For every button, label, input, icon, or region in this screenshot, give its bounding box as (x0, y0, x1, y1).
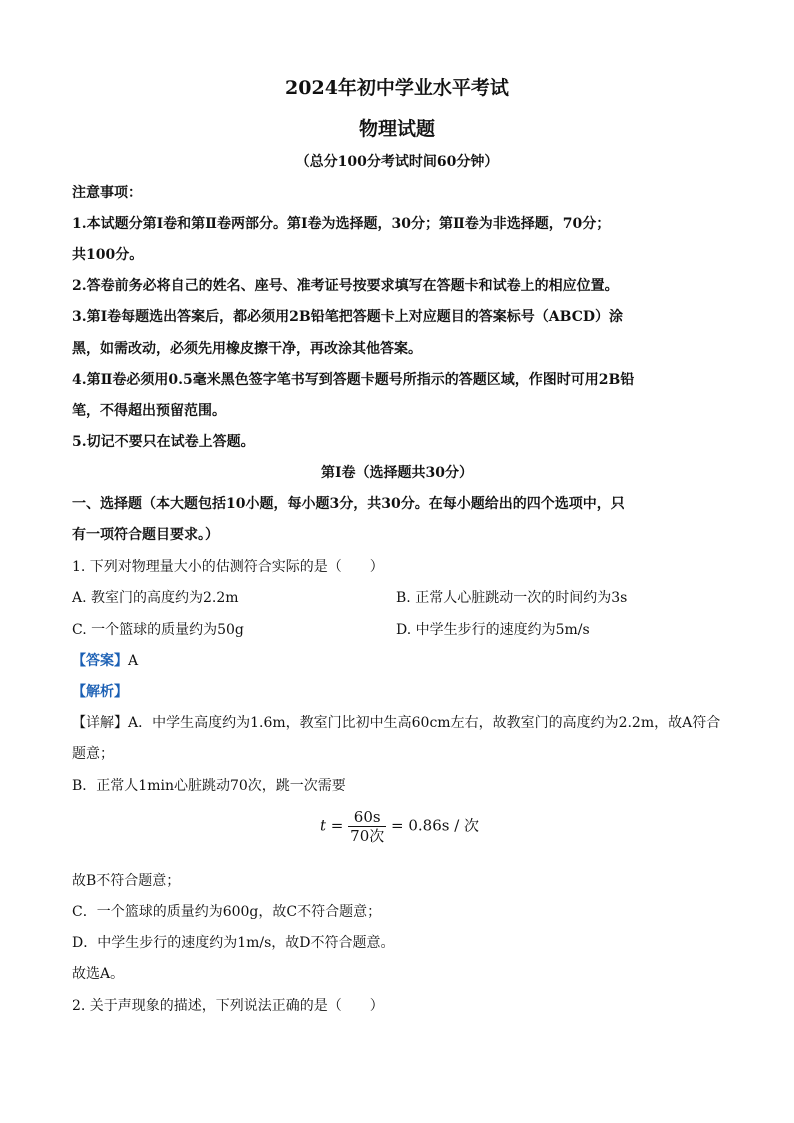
option-c-analysis: C．一个篮球的质量约为600g，故C不符合题意； (72, 904, 382, 920)
notice-item: 笔，不得超出预留范围。 (72, 403, 226, 419)
formula-numerator: 60s (348, 808, 386, 827)
formula-denominator: 70次 (350, 827, 385, 845)
analysis-tag: 【解析】 (72, 684, 128, 700)
section-title: 第Ⅰ卷（选择题共30分） (320, 465, 474, 481)
notice-item: 黑，如需改动，必须先用橡皮擦干净，再改涂其他答案。 (72, 341, 422, 357)
detail-text-cont: 题意； (72, 746, 114, 762)
formula-fraction (348, 808, 386, 845)
answer-value: A (128, 653, 139, 669)
exam-meta: （总分100分考试时间60分钟） (295, 154, 499, 170)
question-2-stem: 2. 关于声现象的描述，下列说法正确的是（ ） (72, 998, 384, 1014)
notice-item: 4.第Ⅱ卷必须用0.5毫米黑色签字笔书写到答题卡题号所指示的答题区域，作图时可用2B铅 (72, 372, 635, 388)
exam-title: 2024年初中学业水平考试 (285, 77, 509, 99)
detail-tag: 【详解】 (72, 715, 128, 731)
notice-item: 1.本试题分第Ⅰ卷和第Ⅱ卷两部分。第Ⅰ卷为选择题，30分；第Ⅱ卷为非选择题，70分； (72, 216, 611, 232)
notice-item: 5.切记不要只在试卷上答题。 (72, 434, 255, 450)
section-instruction: 一、选择题（本大题包括10小题，每小题3分，共30分。在每小题给出的四个选项中，只 (72, 496, 625, 512)
detail-text: A．中学生高度约为1.6m，教室门比初中生高60cm左右，故教室门的高度约为2.2m，故A符合 (128, 715, 721, 731)
detail-line (72, 712, 720, 732)
option-b: B. 正常人心脏跳动一次的时间约为3s (396, 590, 628, 606)
notice-item: 3.第Ⅰ卷每题选出答案后，都必须用2B铅笔把答题卡上对应题目的答案标号（ABCD）涂 (72, 309, 623, 325)
formula-rhs: = 0.86s / 次 (391, 816, 480, 835)
exam-subject: 物理试题 (358, 118, 435, 140)
option-b-analysis: B．正常人1min心脏跳动70次，跳一次需要 (72, 778, 346, 794)
option-a: A. 教室门的高度约为2.2m (72, 590, 239, 606)
choose-answer: 故选A。 (72, 966, 125, 982)
option-c: C. 一个篮球的质量约为50g (72, 622, 244, 638)
formula-lhs: t = (320, 816, 344, 835)
option-d-analysis: D．中学生步行的速度约为1m/s，故D不符合题意。 (72, 935, 395, 951)
answer-line (72, 650, 138, 670)
notice-item: 2.答卷前务必将自己的姓名、座号、准考证号按要求填写在答题卡和试卷上的相应位置。 (72, 278, 619, 294)
notice-item: 共100分。 (72, 247, 144, 263)
formula (320, 808, 479, 845)
option-b-conclusion: 故B不符合题意； (72, 873, 181, 889)
notice-heading: 注意事项： (72, 185, 142, 201)
section-instruction: 有一项符合题目要求。） (72, 527, 219, 543)
answer-tag: 【答案】 (72, 653, 128, 669)
question-1-stem: 1. 下列对物理量大小的估测符合实际的是（ ） (72, 559, 384, 575)
option-d: D. 中学生步行的速度约为5m/s (396, 622, 590, 638)
